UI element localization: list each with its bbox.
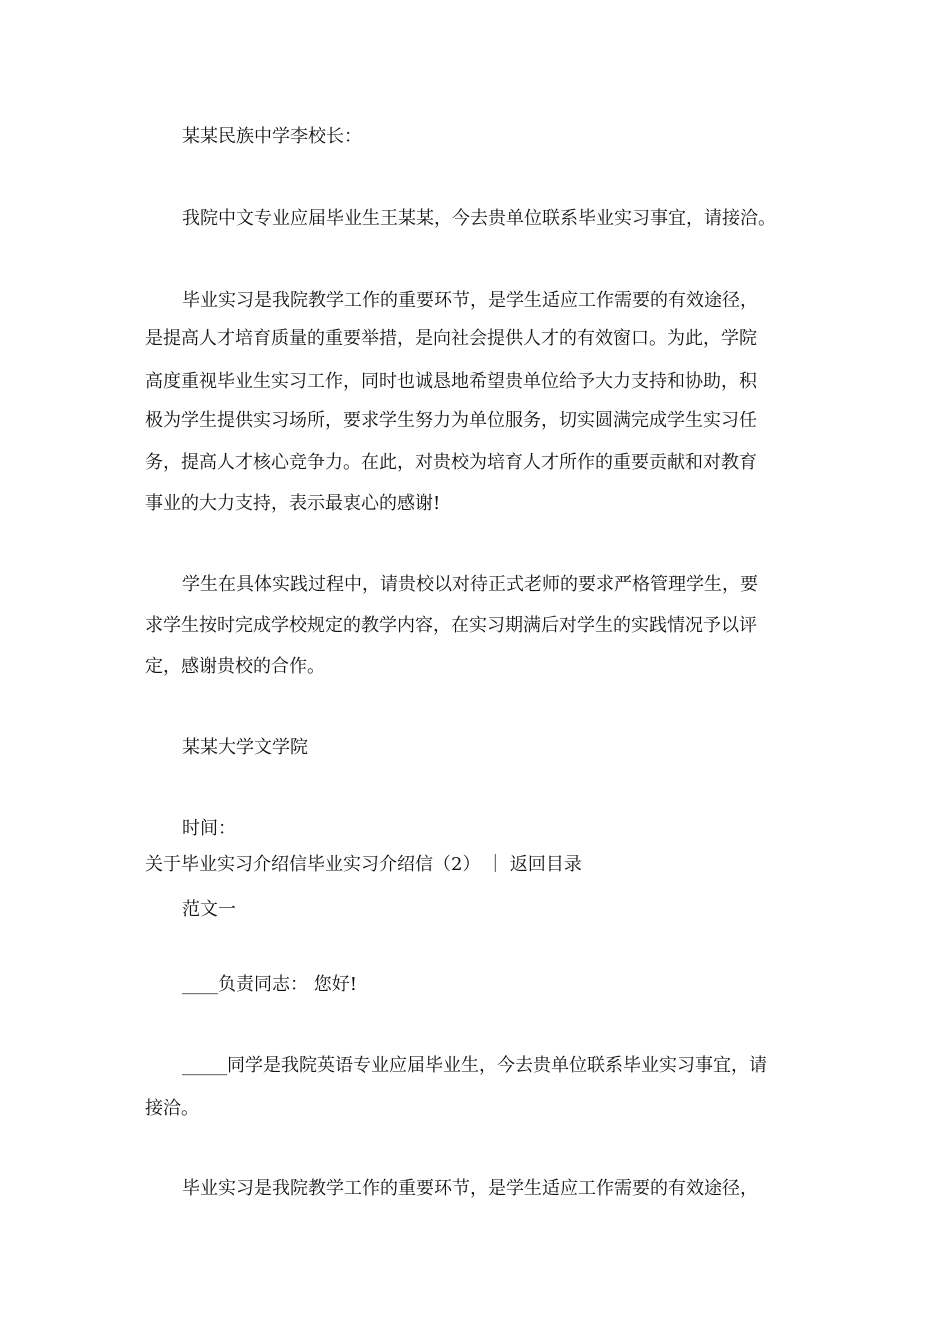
time-label: 时间： (182, 818, 236, 839)
body-line-6: 事业的大力支持，表示最衷心的感谢! (145, 493, 441, 514)
nav-separator: ｜ (486, 854, 505, 875)
body-line-1: 毕业实习是我院教学工作的重要环节，是学生适应工作需要的有效途径， (182, 290, 758, 311)
body2-line-1: 毕业实习是我院教学工作的重要环节，是学生适应工作需要的有效途径， (182, 1178, 758, 1199)
request-line-3: 定，感谢贵校的合作。 (145, 656, 325, 677)
back-to-contents-link[interactable]: 返回目录 (509, 854, 582, 875)
body-line-2: 是提高人才培育质量的重要举措，是向社会提供人才的有效窗口。为此，学院 (145, 328, 757, 349)
request-line-1: 学生在具体实践过程中，请贵校以对待正式老师的要求严格管理学生，要 (182, 574, 758, 595)
body-line-3: 高度重视毕业生实习工作，同时也诚恳地希望贵单位给予大力支持和协助，积 (145, 371, 757, 392)
salutation: 某某民族中学李校长： (182, 126, 362, 147)
greeting: ____负责同志： 您好! (182, 974, 357, 995)
navigation-line (145, 853, 582, 877)
sample-title: 范文一 (182, 899, 236, 920)
request-line-2: 求学生按时完成学校规定的教学内容，在实习期满后对学生的实践情况予以评 (145, 615, 757, 636)
intro2-line-1: _____同学是我院英语专业应届毕业生，今去贵单位联系毕业实习事宜，请 (182, 1055, 767, 1076)
article-link[interactable]: 关于毕业实习介绍信毕业实习介绍信（2） (145, 854, 481, 875)
intro-paragraph: 我院中文专业应届毕业生王某某，今去贵单位联系毕业实习事宜，请接洽。 (182, 208, 776, 229)
body-line-4: 极为学生提供实习场所，要求学生努力为单位服务，切实圆满完成学生实习任 (145, 410, 757, 431)
intro2-line-2: 接洽。 (145, 1098, 199, 1119)
signature: 某某大学文学院 (182, 737, 308, 758)
body-line-5: 务，提高人才核心竞争力。在此，对贵校为培育人才所作的重要贡献和对教育 (145, 452, 757, 473)
